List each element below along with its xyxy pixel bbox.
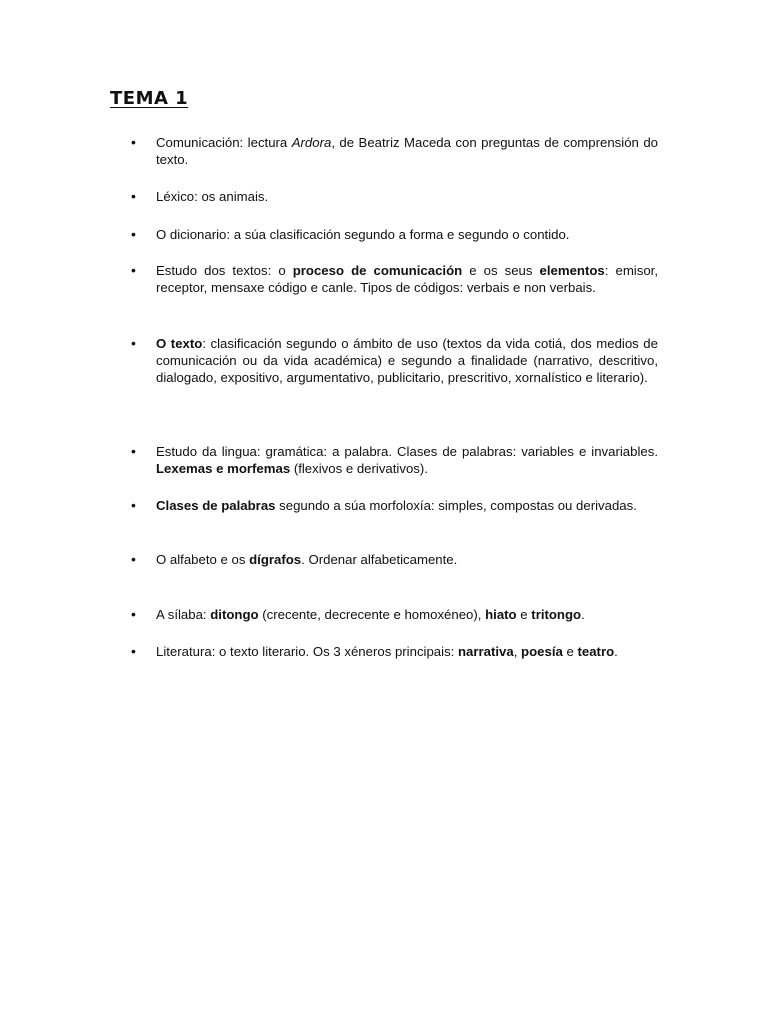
emphasized-text: tritongo (531, 607, 582, 622)
list-item-text (156, 551, 658, 568)
emphasized-text: Clases de palabras (156, 498, 276, 513)
text-run: , (513, 644, 522, 659)
list-item-text (156, 226, 658, 243)
list-item-text (156, 443, 658, 477)
emphasized-text: dígrafos (249, 552, 302, 567)
emphasized-text: teatro (577, 644, 615, 659)
bullet-icon: • (131, 188, 136, 204)
text-run: . (581, 607, 585, 622)
text-run: Estudo dos textos: o (156, 263, 293, 278)
list-item-text (156, 188, 658, 205)
emphasized-text: hiato (485, 607, 517, 622)
bullet-icon: • (131, 443, 136, 459)
text-run: Literatura: o texto literario. Os 3 xéneros principais: (156, 644, 458, 659)
list-item-text (156, 134, 658, 168)
text-run: Estudo da lingua: gramática: a palabra. Clases de palabras: variables e invariables. (156, 444, 658, 459)
list-item-text (156, 643, 658, 660)
emphasized-text: O texto (156, 336, 203, 351)
page-title: TEMA 1 (110, 88, 189, 109)
text-run: . (614, 644, 618, 659)
bullet-icon: • (131, 262, 136, 278)
emphasized-text: narrativa (458, 644, 514, 659)
bullet-icon: • (131, 606, 136, 622)
text-run: e os seus (462, 263, 540, 278)
list-item-text (156, 262, 658, 296)
emphasized-text: poesía (521, 644, 563, 659)
emphasized-text: proceso de comunicación (292, 263, 463, 278)
bullet-icon: • (131, 226, 136, 242)
text-run: A sílaba: (156, 607, 211, 622)
text-run: : clasificación segundo o ámbito de uso (textos da vida cotiá, dos medios de comunicación ou da vida académica) e segundo a finalidade (narrativo, descritivo, dialogado, expositivo, argumentativo, publicitario, prescritivo, xornalístico e literario). (156, 336, 658, 385)
text-run: (crecente, decrecente e homoxéneo), (258, 607, 486, 622)
text-run: Léxico: os animais. (156, 189, 269, 204)
bullet-icon: • (131, 497, 136, 513)
text-run: Comunicación: lectura (156, 135, 292, 150)
text-run: e (516, 607, 532, 622)
emphasized-text: Lexemas e morfemas (156, 461, 291, 476)
emphasized-text: elementos (539, 263, 605, 278)
list-item-text (156, 335, 658, 386)
text-run: (flexivos e derivativos). (290, 461, 428, 476)
emphasized-text: Ardora (291, 135, 332, 150)
text-run: , de Beatriz Maceda con preguntas de comprensión do texto. (156, 135, 658, 167)
list-item-text (156, 497, 658, 514)
text-run: : emisor, receptor, mensaxe código e canle. Tipos de códigos: verbais e non verbais. (156, 263, 658, 295)
text-run: e (562, 644, 578, 659)
list-item-text (156, 606, 658, 623)
text-run: O alfabeto e os (156, 552, 250, 567)
text-run: O dicionario: a súa clasificación segundo a forma e segundo o contido. (156, 227, 570, 242)
text-run: . Ordenar alfabeticamente. (301, 552, 458, 567)
text-run: segundo a súa morfoloxía: simples, compostas ou derivadas. (275, 498, 637, 513)
bullet-icon: • (131, 134, 136, 150)
bullet-icon: • (131, 643, 136, 659)
bullet-icon: • (131, 335, 136, 351)
bullet-icon: • (131, 551, 136, 567)
emphasized-text: ditongo (210, 607, 259, 622)
